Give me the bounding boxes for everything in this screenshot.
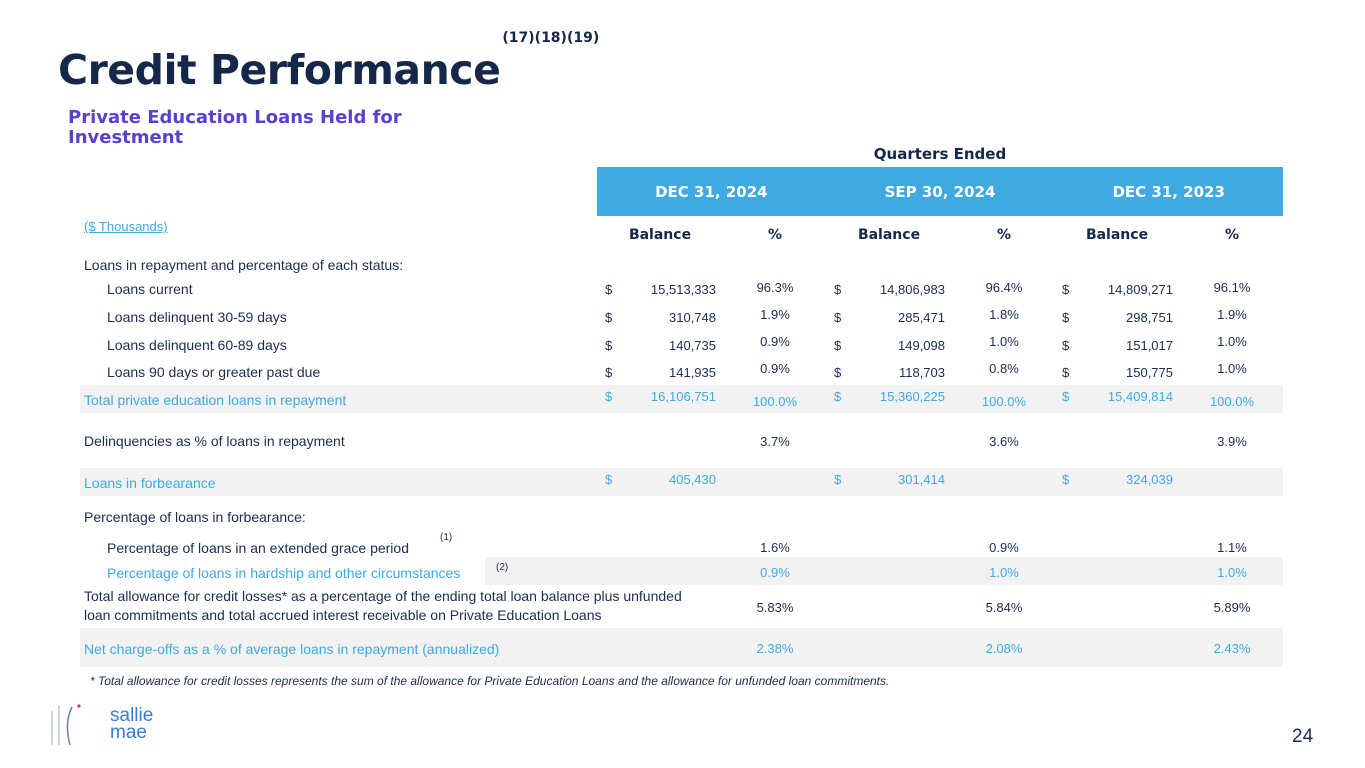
balance-cell: 118,703 (898, 365, 945, 380)
currency-sign: $ (834, 472, 842, 487)
currency-sign: $ (605, 472, 613, 487)
currency-sign: $ (1062, 389, 1070, 404)
section-repayment-label: Loans in repayment and percentage of each status: (84, 257, 404, 273)
period-header: DEC 31, 2023 (1112, 182, 1225, 201)
pct-cell: 5.83% (756, 600, 794, 615)
pct-cell: 1.0% (1217, 565, 1247, 580)
balance-cell: 285,471 (898, 310, 945, 325)
pct-cell: 2.38% (756, 641, 794, 656)
row-label: Total private education loans in repayment (84, 392, 347, 408)
row-label: Delinquencies as % of loans in repayment (84, 433, 345, 449)
pct-cell: 0.9% (760, 565, 790, 580)
balance-cell: 14,806,983 (879, 282, 945, 297)
pct-cell: 1.1% (1217, 540, 1247, 555)
col-balance: Balance (1085, 227, 1149, 243)
pct-cell: 2.08% (985, 641, 1023, 656)
balance-cell: 16,106,751 (650, 389, 716, 404)
balance-cell: 324,039 (1126, 472, 1173, 487)
currency-sign: $ (605, 310, 613, 325)
currency-sign: $ (605, 338, 613, 353)
row-label: Loans delinquent 30-59 days (107, 309, 287, 325)
currency-sign: $ (1062, 338, 1070, 353)
pct-cell: 1.0% (989, 565, 1019, 580)
currency-sign: $ (834, 282, 842, 297)
quarters-ended-label: Quarters Ended (873, 145, 1007, 163)
pct-cell: 3.9% (1217, 434, 1247, 449)
pct-cell: 1.9% (760, 307, 790, 322)
row-label: Percentage of loans in hardship and other circumstances (107, 565, 461, 581)
balance-cell: 149,098 (898, 338, 945, 353)
col-balance: Balance (857, 227, 921, 243)
logo-line-2: mae (110, 722, 147, 743)
pct-cell: 96.3% (756, 280, 794, 295)
row-label: Net charge-offs as a % of average loans in repayment (annualized) (84, 641, 500, 657)
row-label: Loans current (107, 281, 193, 297)
row-label: Total allowance for credit losses* as a percentage of the ending total loan balance plus unfunded (84, 588, 682, 604)
balance-cell: 140,735 (669, 338, 716, 353)
pct-cell: 0.9% (760, 334, 790, 349)
footnote: * Total allowance for credit losses represents the sum of the allowance for Private Education Loans and the allowance for unfunded loan commitments. (90, 674, 890, 688)
page-title: Credit Performance$^{(17)(18)(19)}$ (58, 30, 600, 94)
logo-wordmark (110, 707, 153, 741)
row-label: Loans delinquent 60-89 days (107, 337, 287, 353)
band-hardship (485, 557, 1283, 585)
pct-cell: 0.9% (760, 361, 790, 376)
period-header-bar (597, 167, 1283, 216)
col-pct: % (767, 227, 783, 243)
col-pct: % (1224, 227, 1240, 243)
currency-sign: $ (834, 310, 842, 325)
pct-cell: 100.0% (1209, 394, 1255, 409)
balance-cell: 150,775 (1126, 365, 1173, 380)
currency-sign: $ (1062, 282, 1070, 297)
balance-cell: 151,017 (1126, 338, 1173, 353)
footnote-ref: (2) (496, 562, 509, 573)
period-header: SEP 30, 2024 (884, 182, 996, 201)
currency-sign: $ (605, 365, 613, 380)
pct-cell: 0.9% (989, 540, 1019, 555)
pct-cell: 1.8% (989, 307, 1019, 322)
pct-cell: 96.1% (1213, 280, 1251, 295)
currency-sign: $ (834, 389, 842, 404)
pct-cell: 1.0% (1217, 361, 1247, 376)
row-label: Percentage of loans in an extended grace period (107, 540, 409, 556)
page-number: 24 (1292, 726, 1314, 747)
balance-cell: 15,513,333 (650, 282, 716, 297)
currency-sign: $ (605, 282, 613, 297)
balance-cell: 14,809,271 (1107, 282, 1173, 297)
footnote-ref: (1) (440, 532, 453, 543)
row-label: loan commitments and total accrued interest receivable on Private Education Loans (84, 607, 602, 623)
pct-cell: 3.6% (989, 434, 1019, 449)
row-label: Loans 90 days or greater past due (107, 364, 321, 380)
balance-cell: 141,935 (669, 365, 716, 380)
pct-cell: 3.7% (760, 434, 790, 449)
pct-cell: 100.0% (981, 394, 1027, 409)
logo-line-1: sallie (110, 705, 154, 726)
pct-cell: 1.0% (989, 334, 1019, 349)
pct-cell: 0.8% (989, 361, 1019, 376)
row-label: Loans in forbearance (84, 475, 216, 491)
currency-sign: $ (1062, 365, 1070, 380)
section-forbearance-label: Percentage of loans in forbearance: (84, 509, 306, 525)
col-balance: Balance (628, 227, 692, 243)
pct-cell: 100.0% (752, 394, 798, 409)
pct-cell: 96.4% (985, 280, 1023, 295)
title-footnotes: (17)(18)(19) (502, 30, 600, 46)
currency-sign: $ (605, 389, 613, 404)
balance-cell: 15,409,814 (1107, 389, 1173, 404)
balance-cell: 301,414 (898, 472, 945, 487)
period-header: DEC 31, 2024 (655, 182, 768, 201)
balance-cell: 405,430 (669, 472, 716, 487)
pct-cell: 1.9% (1217, 307, 1247, 322)
pct-cell: 2.43% (1213, 641, 1251, 656)
units-label: ($ Thousands) (84, 219, 168, 234)
currency-sign: $ (1062, 472, 1070, 487)
balance-cell: 298,751 (1126, 310, 1173, 325)
pct-cell: 5.89% (1213, 600, 1251, 615)
pct-cell: 1.0% (1217, 334, 1247, 349)
col-pct: % (996, 227, 1012, 243)
currency-sign: $ (834, 338, 842, 353)
currency-sign: $ (834, 365, 842, 380)
pct-cell: 1.6% (760, 540, 790, 555)
pct-cell: 5.84% (985, 600, 1023, 615)
balance-cell: 15,360,225 (879, 389, 945, 404)
currency-sign: $ (1062, 310, 1070, 325)
balance-cell: 310,748 (669, 310, 716, 325)
page-subtitle: Private Education Loans Held for Investment (68, 107, 402, 148)
